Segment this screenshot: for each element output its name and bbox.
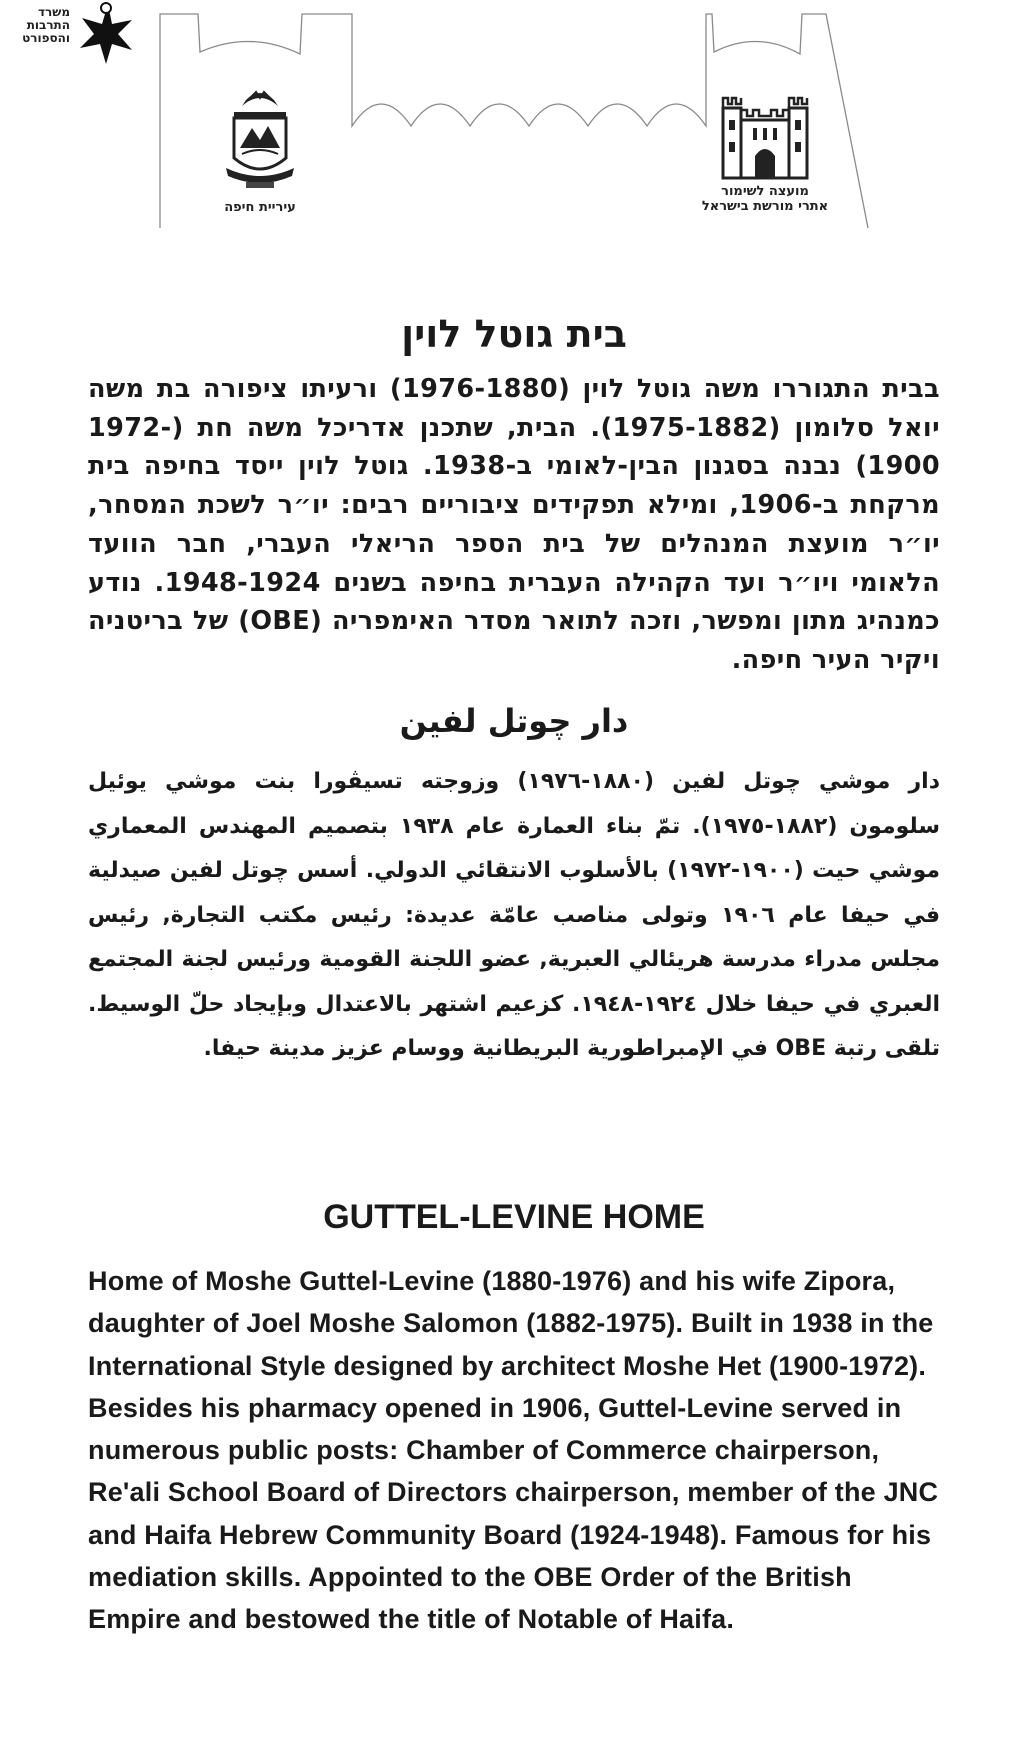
arabic-body: دار موشي چوتل لفين (١٨٨٠-١٩٧٦) وزوجته تسيڤورا بنت موشي يوئيل سلومون (١٨٨٢-١٩٧٥). تمّ بناء العمارة عام ١٩٣٨ بتصميم المهندس المعماري موشي حيت (١٩٠٠-١٩٧٢) بالأسلوب الانتقائي الدولي. أسس چوتل لفين صيدلية في حيفا عام ١٩٠٦ وتولى مناصب عامّة عديدة: رئيس مكتب التجارة, رئيس مجلس مدراء مدرسة هريئالي العبرية, عضو اللجنة القومية ورئيس لجنة المجتمع العبري في حيفا خلال ١٩٢٤-١٩٤٨. كزعيم اشتهر بالاعتدال وبإيجاد حلّ الوسيط. تلقى رتبة OBE في الإمبراطورية البريطانية ووسام عزيز مدينة حيفا. xyxy=(88,769,940,1061)
ministry-logo-text xyxy=(0,6,70,45)
haifa-emblem-icon xyxy=(220,88,300,196)
ministry-text-line3: והספורט xyxy=(22,31,70,45)
heritage-council-caption-line1: מועצה לשימור xyxy=(721,184,809,199)
hebrew-title: בית גוטל לוין xyxy=(401,312,627,356)
ministry-text-line1: משרד xyxy=(37,5,70,19)
header-frame-outline xyxy=(0,0,1028,240)
ministry-text-line2: התרבות xyxy=(26,18,70,32)
fortress-icon xyxy=(717,90,813,180)
star-icon xyxy=(74,0,138,66)
hebrew-body: בבית התגוררו משה גוטל לוין (1976-1880) ורעיתו ציפורה בת משה יואל סלומון (1975-1882). הבית, שתכנן אדריכל משה חת (1972-1900) נבנה בסגנון הבין-לאומי ב-1938. גוטל לוין ייסד בחיפה בית מרקחת ב-1906, ומילא תפקידים ציבוריים רבים: יו״ר לשכת המסחר, יו״ר מועצת המנהלים של בית הספר הריאלי העברי, חבר הוועד הלאומי ויו״ר ועד הקהילה העברית בחיפה בשנים 1948-1924. נודע כמנהיג מתון ומפשר, וזכה לתואר מסדר האימפריה (OBE) של בריטניה ויקיר העיר חיפה. xyxy=(88,374,941,675)
haifa-municipality-caption: עיריית חיפה xyxy=(224,200,296,215)
haifa-municipality-logo xyxy=(205,88,315,215)
english-body: Home of Moshe Guttel-Levine (1880-1976) and his wife Zipora, daughter of Joel Moshe Salomon (1882-1975). Built in 1938 in the International Style designed by architect Moshe Het (1900-1972). Besides his pharmacy opened in 1906, Guttel-Levine served in numerous public posts: Chamber of Commerce chairperson, Re'ali School Board of Directors chairperson, member of the JNC and Haifa Hebrew Community Board (1924-1948). Famous for his mediation skills. Appointed to the OBE Order of the British Empire and bestowed the title of Notable of Haifa. xyxy=(88,1266,939,1635)
arabic-title: دار چوتل لفين xyxy=(399,702,629,740)
heritage-council-caption-line2: אתרי מורשת בישראל xyxy=(701,199,829,214)
english-title: GUTTEL-LEVINE HOME xyxy=(323,1198,705,1236)
heritage-council-logo xyxy=(680,90,850,214)
